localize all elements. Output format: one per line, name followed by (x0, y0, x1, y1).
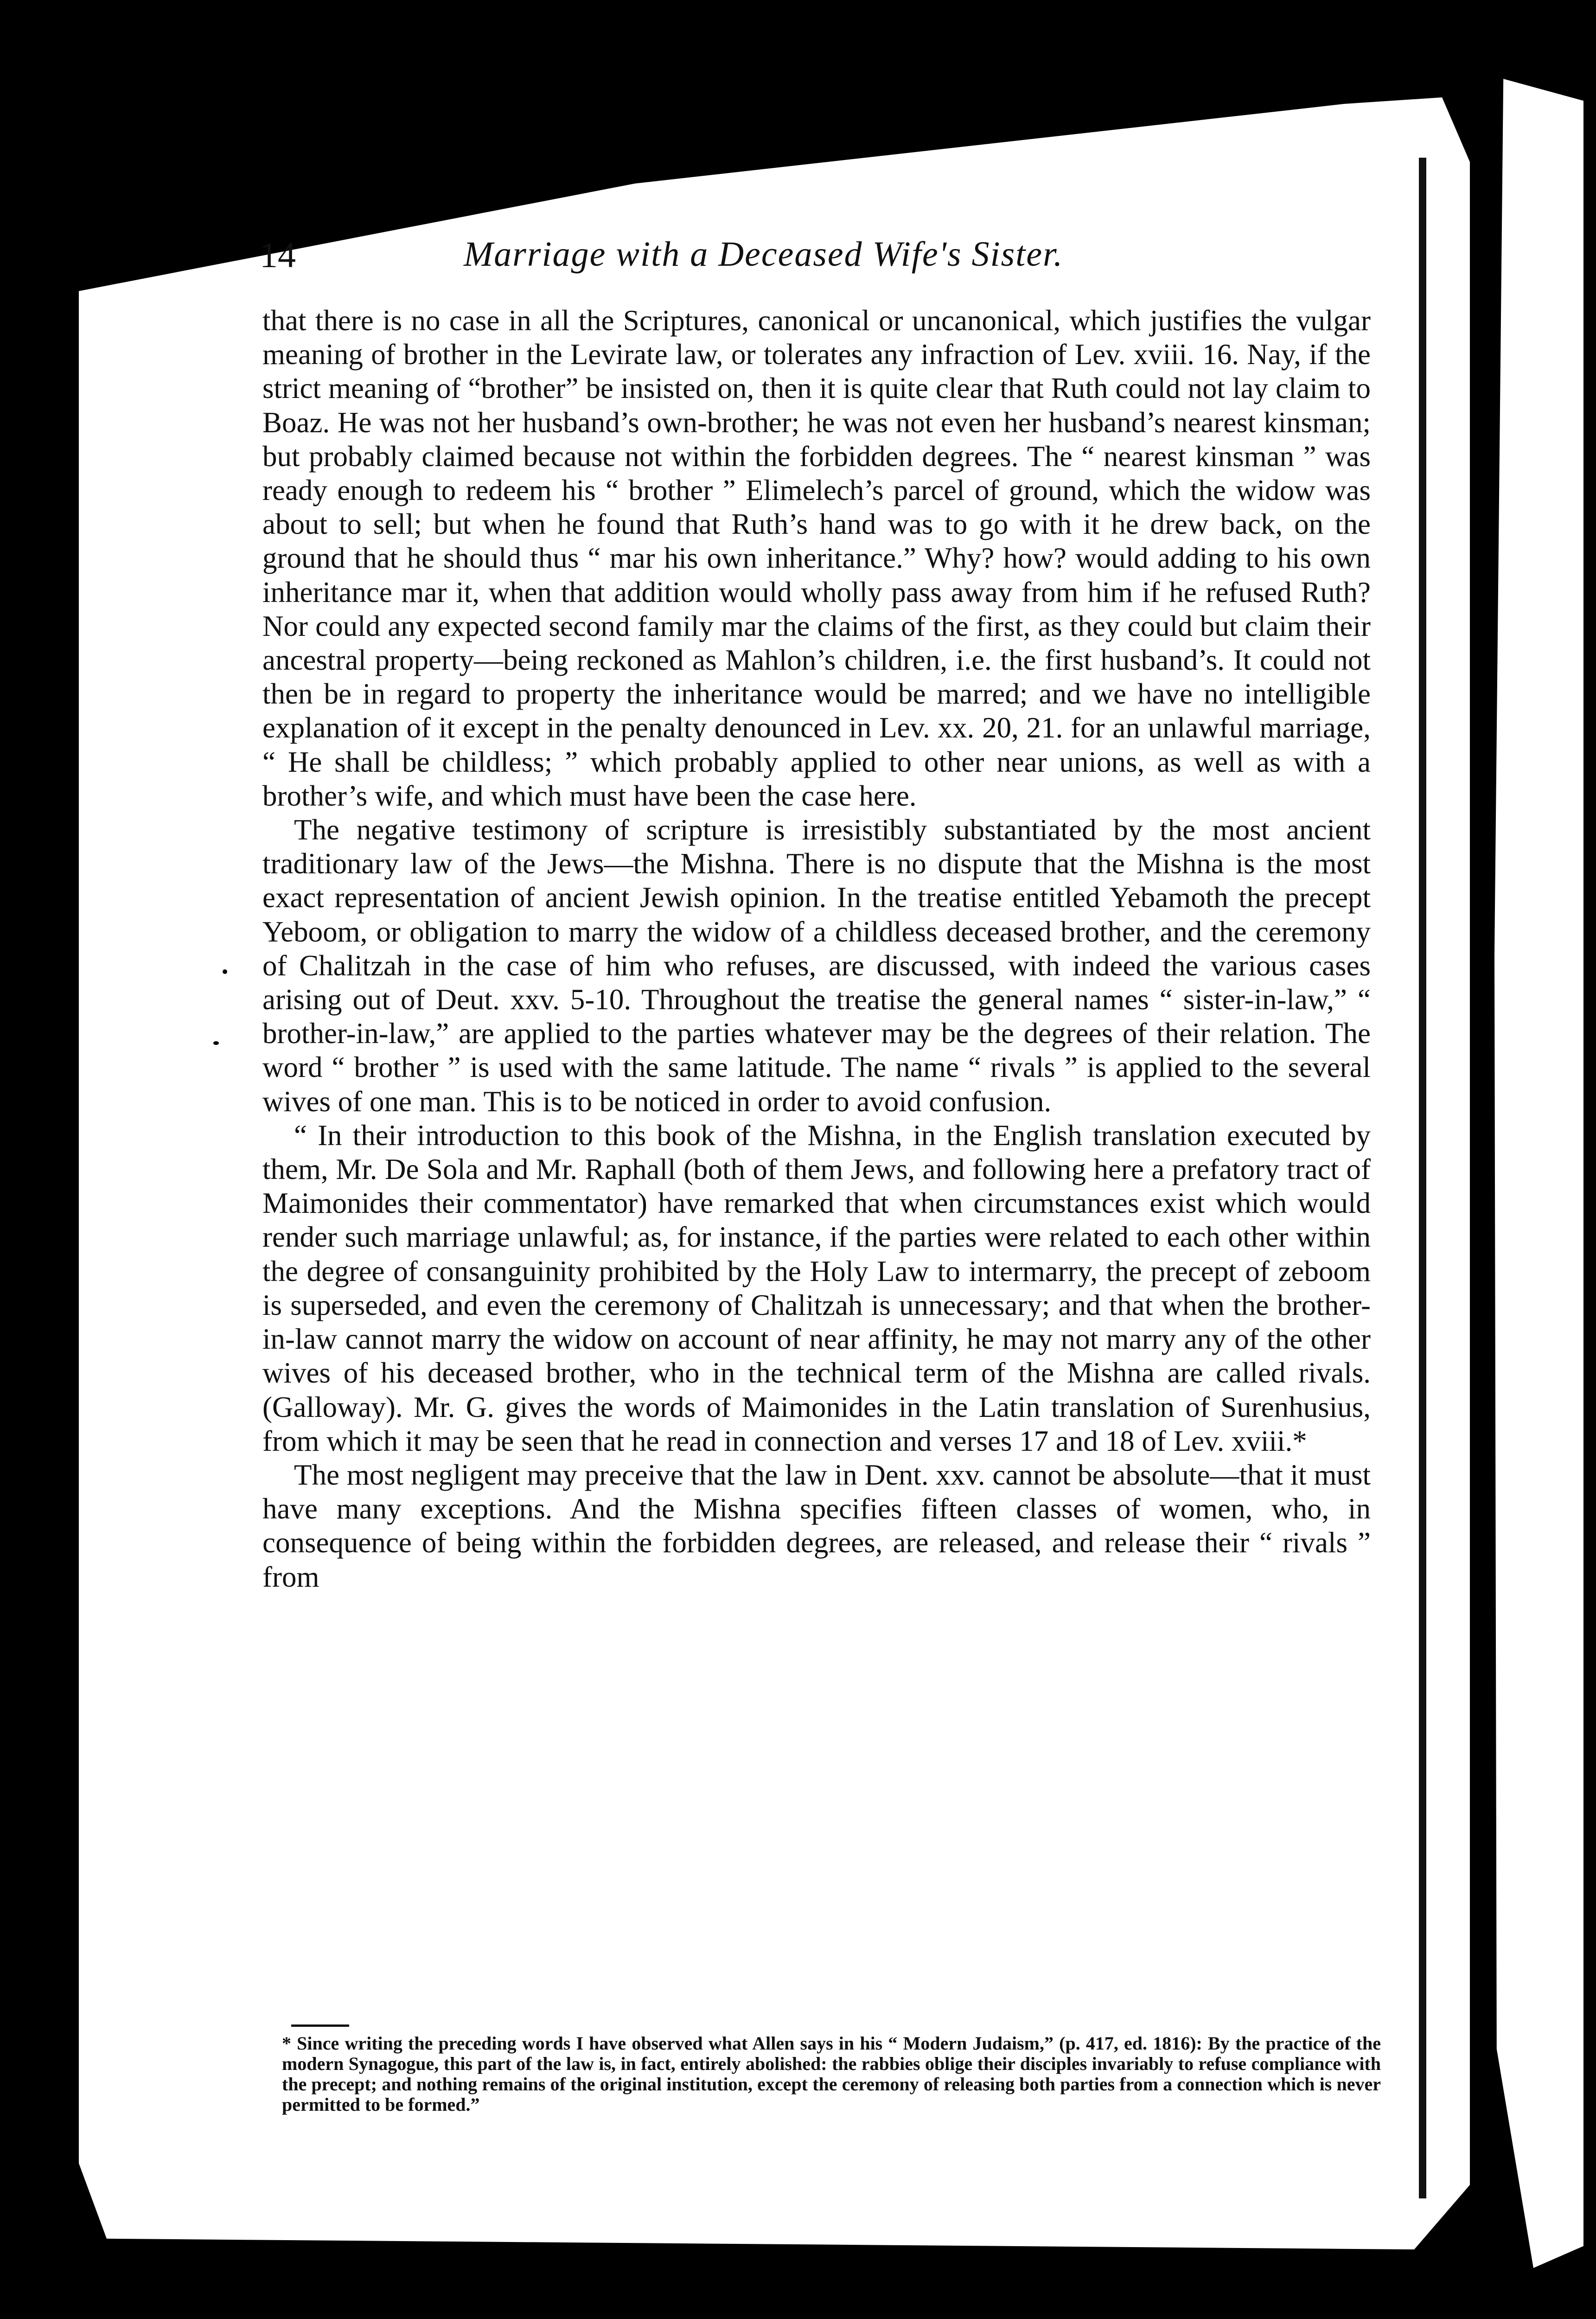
binding-edge (1472, 79, 1583, 2268)
running-title: Marriage with a Deceased Wife's Sister. (464, 235, 1064, 274)
scan-speck (223, 969, 227, 974)
paragraph: “ In their introduction to this book of the Mishna, in the English translation executed by them, Mr. De Sola and Mr. Raphall (both of them Jews, and following here a prefatory tract of Maimonides their commentator) have remarked that when circumstances exist which would render such marriage unlawful; as, for instance, if the parties were related to each other within the degree of consanguinity prohibited by the Holy Law to intermarry, the precept of zeboom is superseded, and even the ceremony of Chalitzah is unnecessary; and that when the brother-in-law cannot marry the widow on account of near affinity, he may not marry any of the other wives of his deceased brother, who in the technical term of the Mishna are called rivals. (Galloway). Mr. G. gives the words of Maimonides in the Latin translation of Surenhusius, from which it may be seen that he read in connection and verses 17 and 18 of Lev. xviii.* (262, 1119, 1371, 1457)
scan-speck (213, 1041, 219, 1045)
paragraph: The most negligent may preceive that the law in Dent. xxv. cannot be absolute—that it must have many exceptions. And the Mishna specifies fifteen classes of women, who, in consequence of being within the forbidden degrees, are released, and release their “ rivals ” from (262, 1458, 1371, 1593)
footnote-rule (291, 2024, 349, 2027)
page-number: 14 (260, 235, 296, 275)
margin-line (1419, 158, 1426, 2198)
footnote: * Since writing the preceding words I have observed what Allen says in his “ Modern Judaism,” (p. 417, ed. 1816): By the practice of the modern Synagogue, this part of the law is, in fact, entirely abolished: the rabbies oblige their disciples invariably to refuse compliance with the precept; and nothing remains of the original institution, except the ceremony of releasing both parties from a connection which is never permitted to be formed.” (282, 2033, 1381, 2115)
paragraph: The negative testimony of scripture is irresistibly substantiated by the most ancient traditionary law of the Jews—the Mishna. There is no dispute that the Mishna is the most exact representation of ancient Jewish opinion. In the treatise entitled Yebamoth the precept Yeboom, or obligation to marry the widow of a childless deceased brother, and the ceremony of Chalitzah in the case of him who refuses, are discussed, with indeed the various cases arising out of Deut. xxv. 5-10. Throughout the treatise the general names “ sister-in-law,” “ brother-in-law,” are applied to the parties whatever may be the degrees of their relation. The word “ brother ” is used with the same latitude. The name “ rivals ” is applied to the several wives of one man. This is to be noticed in order to avoid confusion. (262, 814, 1371, 1118)
page-header (260, 234, 1382, 285)
paragraph: that there is no case in all the Scriptures, canonical or uncanonical, which justifies the vulgar meaning of brother in the Levirate law, or tolerates any infraction of Lev. xviii. 16. Nay, if the strict meaning of “brother” be insisted on, then it is quite clear that Ruth could not lay claim to Boaz. He was not her husband’s own-brother; he was not even her husband’s nearest kinsman; but probably claimed because not within the forbidden degrees. The “ nearest kinsman ” was ready enough to redeem his “ brother ” Elimelech’s parcel of ground, which the widow was about to sell; but when he found that Ruth’s hand was to go with it he drew back, on the ground that he should thus “ mar his own inheritance.” Why? how? would adding to his own inheritance mar it, when that addition would wholly pass away from him if he refused Ruth? Nor could any expected second family mar the claims of the first, as they could but claim their ancestral property—being reckoned as Mahlon’s children, i.e. the first husband’s. It could not then be in regard to property the inheritance would be marred; and we have no intelligible explanation of it except in the penalty denounced in Lev. xx. 20, 21. for an unlawful marriage, “ He shall be childless; ” which probably applied to other near unions, as well as with a brother’s wife, and which must have been the case here. (262, 304, 1371, 812)
scan-speck (1495, 2092, 1502, 2098)
main-text (262, 304, 1371, 1594)
